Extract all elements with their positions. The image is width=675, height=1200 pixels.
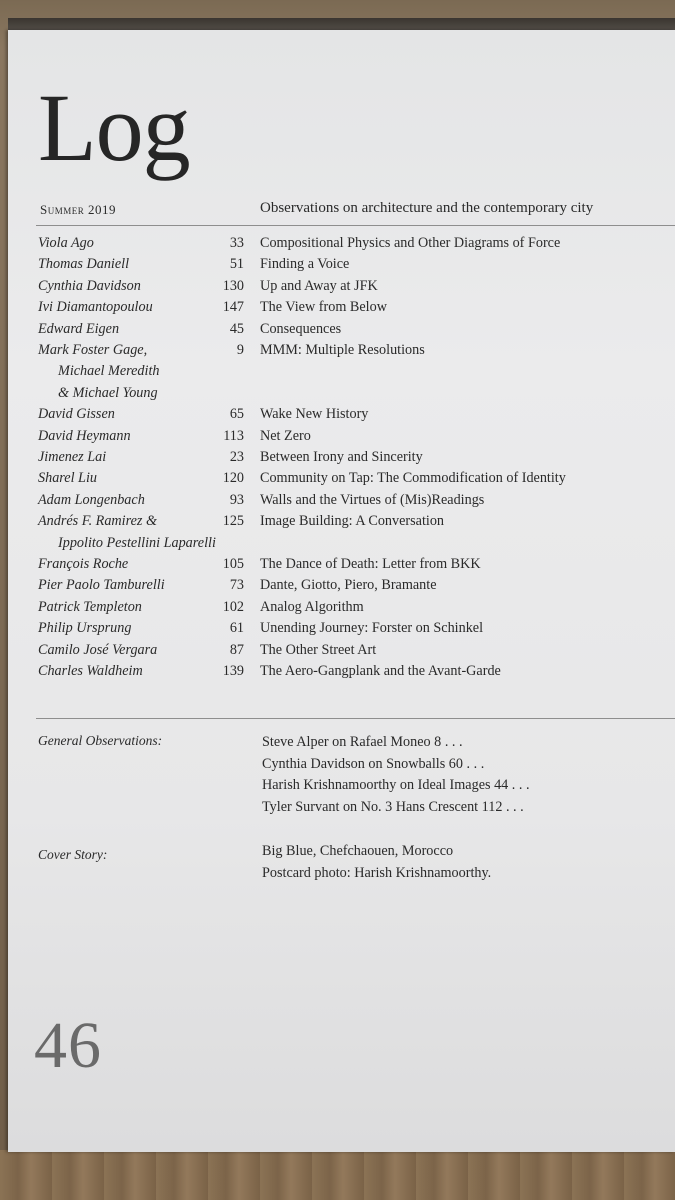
toc-page-number: 87 (229, 641, 244, 658)
toc-article-title: Community on Tap: The Commodification of Identity (260, 470, 566, 487)
toc-article-title: Walls and the Virtues of (Mis)Readings (260, 491, 485, 508)
cover-story-item: Big Blue, Chefchaouen, Morocco (262, 843, 454, 859)
toc-page-number: 120 (222, 470, 244, 487)
toc-page-number: 125 (222, 513, 244, 530)
toc-entry (8, 403, 675, 425)
toc-entry (8, 275, 675, 297)
toc-author: David Heymann (38, 427, 131, 444)
toc-entry (8, 382, 675, 404)
cover-story-item: Postcard photo: Harish Krishnamoorthy. (262, 864, 492, 881)
toc-page-number: 105 (222, 556, 244, 572)
toc-entry (8, 510, 675, 532)
divider-rule (36, 225, 675, 226)
toc-author: Michael Meredith (58, 363, 160, 380)
toc-page-number: 65 (229, 406, 244, 423)
journal-subtitle: Observations on architecture and the contemporary city (260, 200, 594, 216)
toc-article-title: The Other Street Art (260, 641, 377, 658)
toc-article-title: MMM: Multiple Resolutions (260, 342, 425, 358)
toc-entry (8, 318, 675, 340)
observation-item: Steve Alper on Rafael Moneo 8 . . . (262, 734, 463, 750)
toc-page-number: 73 (229, 577, 244, 594)
toc-author: Viola Ago (38, 235, 94, 251)
toc-author: David Gissen (38, 406, 115, 423)
toc-entry (8, 425, 675, 447)
toc-author: Thomas Daniell (38, 256, 130, 273)
magazine-page (8, 30, 675, 1152)
observation-item: Tyler Survant on No. 3 Hans Crescent 112 . . . (262, 798, 524, 815)
cover-story-label: Cover Story: (38, 847, 108, 862)
toc-author: Jimenez Lai (38, 449, 107, 465)
toc-page-number: 139 (222, 663, 244, 679)
toc-entry (8, 360, 675, 382)
toc-entry (8, 253, 675, 275)
toc-article-title: Image Building: A Conversation (260, 513, 445, 530)
toc-article-title: The Aero-Gangplank and the Avant-Garde (260, 663, 501, 679)
toc-article-title: Compositional Physics and Other Diagrams of Force (260, 235, 561, 251)
toc-page-number: 45 (229, 320, 244, 337)
toc-author: Andrés F. Ramirez & (38, 513, 158, 530)
toc-page-number: 23 (229, 449, 244, 465)
toc-article-title: The Dance of Death: Letter from BKK (260, 556, 481, 572)
toc-entry (8, 617, 675, 639)
issue-season: Summer 2019 (40, 202, 116, 217)
toc-entry (8, 296, 675, 318)
toc-article-title: Finding a Voice (260, 256, 350, 273)
toc-entry (8, 639, 675, 661)
divider-rule (36, 718, 675, 719)
toc-entry (8, 596, 675, 618)
toc-entry (8, 339, 675, 361)
toc-author: Mark Foster Gage, (38, 342, 148, 358)
toc-entry (8, 660, 675, 682)
issue-number: 46 (34, 1009, 102, 1082)
toc-author: Camilo José Vergara (38, 641, 158, 658)
toc-author: Philip Ursprung (38, 620, 132, 637)
toc-page-number: 33 (229, 235, 244, 251)
toc-author: Edward Eigen (38, 320, 120, 337)
toc-article-title: Dante, Giotto, Piero, Bramante (260, 577, 437, 594)
toc-article-title: Analog Algorithm (260, 598, 364, 615)
toc-article-title: Up and Away at JFK (260, 277, 378, 294)
toc-entry (8, 532, 675, 554)
toc-entry (8, 574, 675, 596)
toc-author: Adam Longenbach (38, 491, 145, 508)
toc-article-title: The View from Below (260, 299, 387, 316)
toc-article-title: Unending Journey: Forster on Schinkel (260, 620, 484, 637)
toc-page-number: 61 (229, 620, 244, 637)
observation-item: Cynthia Davidson on Snowballs 60 . . . (262, 755, 485, 772)
general-observations-label: General Observations: (38, 733, 163, 748)
toc-page-number: 113 (223, 427, 244, 444)
toc-article-title: Wake New History (260, 406, 369, 423)
toc-author: & Michael Young (58, 384, 158, 401)
toc-author: Ivi Diamantopoulou (38, 299, 153, 316)
toc-author: Ippolito Pestellini Laparelli (58, 534, 216, 551)
toc-page-number: 51 (229, 256, 244, 273)
toc-entry (8, 489, 675, 511)
toc-entry (8, 553, 675, 575)
journal-logo: Log (38, 74, 190, 181)
toc-author: Patrick Templeton (38, 598, 142, 615)
toc-author: Charles Waldheim (38, 663, 143, 679)
toc-author: Sharel Liu (38, 470, 97, 487)
wood-table-edge (0, 1150, 675, 1200)
toc-article-title: Consequences (260, 320, 342, 337)
toc-entry (8, 232, 675, 254)
toc-article-title: Between Irony and Sincerity (260, 449, 423, 465)
toc-author: Cynthia Davidson (38, 277, 141, 294)
toc-entry (8, 467, 675, 489)
toc-page-number: 102 (222, 598, 244, 615)
toc-entry (8, 446, 675, 468)
toc-author: Pier Paolo Tamburelli (38, 577, 165, 594)
toc-page-number: 130 (222, 277, 244, 294)
toc-article-title: Net Zero (260, 427, 311, 444)
toc-page-number: 9 (236, 342, 244, 358)
toc-page-number: 93 (229, 491, 244, 508)
toc-author: François Roche (38, 556, 129, 572)
toc-page-number: 147 (222, 299, 244, 316)
observation-item: Harish Krishnamoorthy on Ideal Images 44 . . . (262, 777, 530, 793)
